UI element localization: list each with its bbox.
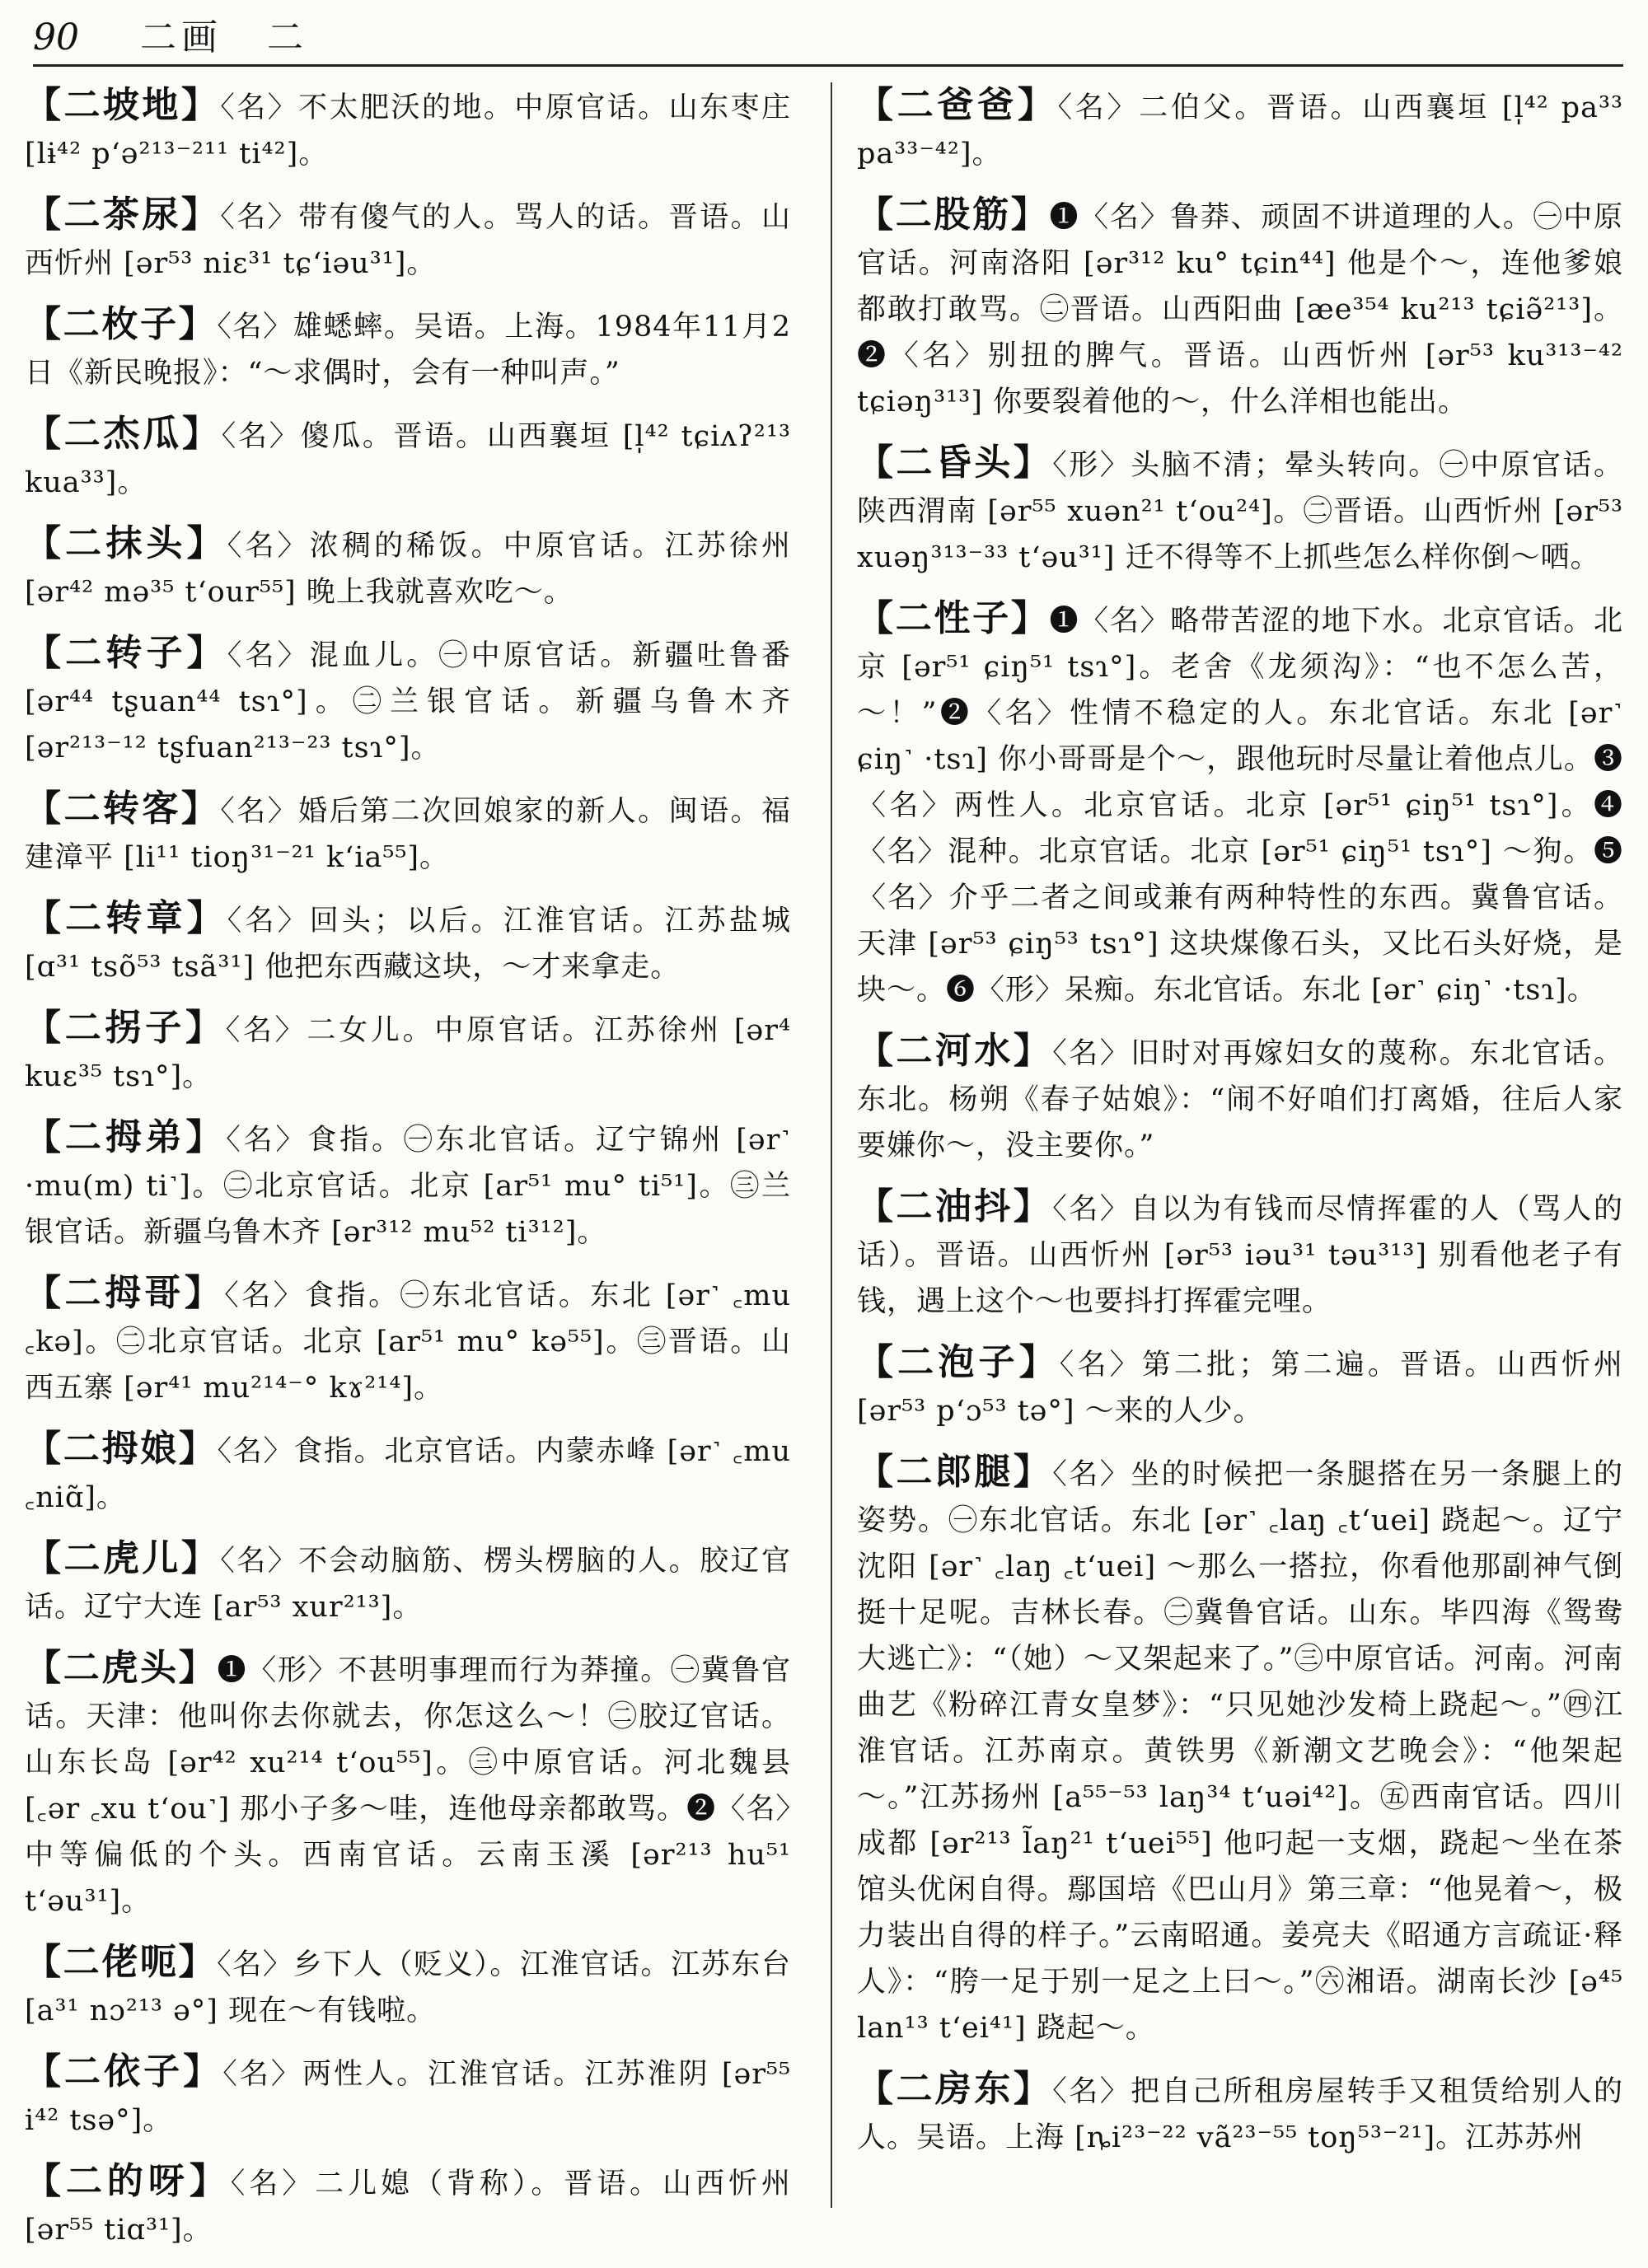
entry-headword: 【二抹头】: [25, 522, 227, 564]
entry-headword: 【二郎腿】: [857, 1451, 1053, 1493]
dictionary-entry: [857, 82, 1623, 177]
entry-headword: 【二坡地】: [25, 84, 221, 126]
entry-headword: 【二拇娘】: [25, 1428, 218, 1470]
dictionary-entry: [25, 411, 791, 506]
entry-definition: 〈名〉乡下人（贬义）。江淮官话。江苏东台 [a³¹ nɔ²¹³ ə°] 现在～有钱啦。: [25, 1948, 791, 2027]
entry-definition: 〈名〉食指。㊀东北官话。东北 [ər˺ ꜀mu ꜀kə]。㊁北京官话。北京 [ar⁵¹ mu° kə⁵⁵]。㊂晋语。山西五寨 [ər⁴¹ mu²¹⁴⁻° kɤ²¹⁴]。: [25, 1279, 791, 1405]
dictionary-entry: [25, 1426, 791, 1521]
dictionary-entry: [857, 192, 1623, 425]
entry-definition: 〈名〉第二批；第二遍。晋语。山西忻州 [ər⁵³ pʻɔ⁵³ tə°] ～来的人少。: [857, 1349, 1623, 1428]
entry-definition: 〈名〉旧时对再嫁妇女的蔑称。东北官话。东北。杨朔《春子姑娘》：“闹不好咱们打离婚，往后人家要嫌你～，没主要你。”: [857, 1037, 1623, 1162]
entry-headword: 【二油抖】: [857, 1185, 1053, 1228]
entry-headword: 【二性子】: [857, 597, 1050, 639]
entry-headword: 【二转章】: [25, 897, 227, 939]
entry-headword: 【二佬呃】: [25, 1941, 218, 1983]
right-column: [857, 82, 1623, 2176]
dictionary-entry: [25, 786, 791, 881]
entry-headword: 【二昏头】: [857, 442, 1053, 484]
entry-headword: 【二依子】: [25, 2051, 223, 2093]
dictionary-entry: [25, 1645, 791, 1924]
entry-definition: 〈名〉婚后第二次回娘家的新人。闽语。福建漳平 [li¹¹ tioŋ³¹⁻²¹ kʻia⁵⁵]。: [25, 795, 791, 874]
entry-definition: 〈名〉把自己所租房屋转手又租赁给别人的人。吴语。上海 [ȵi²³⁻²² vã²³⁻⁵⁵ toŋ⁵³⁻²¹]。江苏苏州: [857, 2075, 1623, 2154]
dictionary-entry: [25, 896, 791, 990]
dictionary-entry: [25, 2158, 791, 2253]
entry-definition: 〈名〉自以为有钱而尽情挥霍的人（骂人的话）。晋语。山西忻州 [ər⁵³ iəu³¹ təu³¹³] 别看他老子有钱，遇上这个～也要抖打挥霍完哩。: [857, 1193, 1623, 1318]
dictionary-entry: [25, 630, 791, 771]
entry-headword: 【二拇弟】: [25, 1116, 227, 1158]
entry-headword: 【二股筋】: [857, 194, 1050, 236]
entry-definition: 〈名〉傻瓜。晋语。山西襄垣 [l̩⁴² tɕiʌʔ²¹³ kua³³]。: [25, 420, 792, 499]
dictionary-entry: [25, 1005, 791, 1100]
entry-headword: 【二转子】: [25, 632, 227, 674]
entry-definition: 〈名〉食指。㊀东北官话。辽宁锦州 [ər˺ ·mu(m) ti˺]。㊁北京官话。北京 [ar⁵¹ mu° ti⁵¹]。㊂兰银官话。新疆乌鲁木齐 [ər³¹² mu⁵² ti³¹²]。: [25, 1124, 791, 1249]
dictionary-entry: [857, 1028, 1623, 1169]
section-label: 二画: [140, 16, 222, 58]
dictionary-entry: [25, 2049, 791, 2144]
dictionary-entry: [857, 440, 1623, 581]
dictionary-entry: [25, 192, 791, 287]
entry-headword: 【二虎儿】: [25, 1537, 221, 1579]
column-divider: [831, 82, 832, 2208]
entry-headword: 【二泡子】: [857, 1341, 1060, 1383]
entry-definition: 〈名〉雄蟋蟀。吴语。上海。1984年11月2日《新民晚报》：“～求偶时，会有一种叫声。”: [25, 311, 791, 390]
dictionary-entry: [25, 1536, 791, 1630]
entry-definition: 〈形〉头脑不清；晕头转向。㊀中原官话。陕西渭南 [ər⁵⁵ xuən²¹ tʻou²⁴]。㊁晋语。山西忻州 [ər⁵³ xuəŋ³¹³⁻³³ tʻəu³¹] 迁不得等不上抓些怎么样你倒～哂。: [857, 449, 1623, 574]
entry-definition: ❶〈形〉不甚明事理而行为莽撞。㊀冀鲁官话。天津：他叫你去你就去，你怎这么～！㊁胶辽官话。山东长岛 [ər⁴² xu²¹⁴ tʻou⁵⁵]。㊂中原官话。河北魏县 [꜀ər ꜀xu tʻou˺] 那小子多～哇，连他母亲都敢骂。❷〈名〉中等偏低的个头。西南官话。云南玉溪 [ər²¹³ hu⁵¹ tʻəu³¹]。: [25, 1654, 791, 1918]
entry-headword: 【二转客】: [25, 788, 221, 830]
entry-headword: 【二拐子】: [25, 1007, 226, 1049]
dictionary-entry: [25, 521, 791, 615]
entry-definition: 〈名〉两性人。江淮官话。江苏淮阴 [ər⁵⁵ i⁴² tsə°]。: [25, 2058, 791, 2137]
entry-definition: 〈名〉不太肥沃的地。中原官话。山东枣庄 [lɨ⁴² pʻə²¹³⁻²¹¹ ti⁴²]。: [25, 91, 791, 171]
section-char: 二: [267, 16, 303, 58]
entry-definition: 〈名〉食指。北京官话。内蒙赤峰 [ər˺ ꜀mu ꜀niɑ̃]。: [25, 1435, 791, 1514]
entry-headword: 【二杰瓜】: [25, 413, 222, 455]
page-header: [33, 12, 1623, 67]
dictionary-entry: [25, 1939, 791, 2034]
entry-headword: 【二虎头】: [25, 1647, 218, 1689]
dictionary-entry: [857, 1340, 1623, 1434]
dictionary-entry: [25, 1115, 791, 1256]
entry-headword: 【二拇哥】: [25, 1272, 225, 1314]
dictionary-entry: [857, 596, 1623, 1013]
dictionary-entry: [25, 302, 791, 396]
entry-headword: 【二房东】: [857, 2068, 1053, 2110]
dictionary-entry: [857, 1184, 1623, 1325]
entry-definition: 〈名〉回头；以后。江淮官话。江苏盐城 [ɑ³¹ tsõ⁵³ tsã³¹] 他把东西藏这块，～才来拿走。: [25, 905, 791, 984]
left-column: [25, 82, 791, 2268]
entry-definition: ❶〈名〉鲁莽、顽固不讲道理的人。㊀中原官话。河南洛阳 [ər³¹² ku° tɕin⁴⁴] 他是个～，连他爹娘都敢打敢骂。㊁晋语。山西阳曲 [æe³⁵⁴ ku²¹³ tɕiə̃²¹³]。❷〈名〉别扭的脾气。晋语。山西忻州 [ər⁵³ ku³¹³⁻⁴² tɕiəŋ³¹³] 你要裂着他的～，什么洋相也能出。: [857, 201, 1623, 419]
entry-definition: 〈名〉浓稠的稀饭。中原官话。江苏徐州 [ər⁴² mə³⁵ tʻour⁵⁵] 晚上我就喜欢吃～。: [25, 530, 791, 609]
entry-headword: 【二茶尿】: [25, 194, 221, 236]
dictionary-entry: [25, 1270, 791, 1411]
entry-definition: 〈名〉混血儿。㊀中原官话。新疆吐鲁番 [ər⁴⁴ tʂuan⁴⁴ tsɿ°]。㊁兰银官话。新疆乌鲁木齐 [ər²¹³⁻¹² tʂfuan²¹³⁻²³ tsɿ°]。: [25, 639, 791, 765]
entry-definition: 〈名〉不会动脑筋、楞头楞脑的人。胶辽官话。辽宁大连 [ar⁵³ xur²¹³]。: [25, 1545, 791, 1624]
entry-definition: ❶〈名〉略带苦涩的地下水。北京官话。北京 [ər⁵¹ ɕiŋ⁵¹ tsɿ°]。老舍《龙须沟》：“也不怎么苦，～！”❷〈名〉性情不稳定的人。东北官话。东北 [ər˺ ɕiŋ˺ ·tsɿ] 你小哥哥是个～，跟他玩时尽量让着他点儿。❸〈名〉两性人。北京官话。北京 [ər⁵¹ ɕiŋ⁵¹ tsɿ°]。❹〈名〉混种。北京官话。北京 [ər⁵¹ ɕiŋ⁵¹ tsɿ°] ～狗。❺〈名〉介乎二者之间或兼有两种特性的东西。冀鲁官话。天津 [ər⁵³ ɕiŋ⁵³ tsɿ°] 这块煤像石头，又比石头好烧，是块～。❻〈形〉呆痴。东北官话。东北 [ər˺ ɕiŋ˺ ·tsɿ]。: [857, 605, 1623, 1007]
dictionary-entry: [857, 2066, 1623, 2161]
entry-definition: 〈名〉坐的时候把一条腿搭在另一条腿上的姿势。㊀东北官话。东北 [ər˺ ꜀laŋ ꜀tʻuei] 跷起～。辽宁沈阳 [ər˺ ꜀laŋ ꜀tʻuei] ～那么一搭拉，你看他那副神气倒挺十足呢。吉林长春。㊁冀鲁官话。山东。毕四海《鸳鸯大逃亡》：“（她）～又架起来了。”㊂中原官话。河南。河南曲艺《粉碎江青女皇梦》：“只见她沙发椅上跷起～。”㊃江淮官话。江苏南京。黄铁男《新潮文艺晚会》：“他架起～。”江苏扬州 [a⁵⁵⁻⁵³ laŋ³⁴ tʻuəi⁴²]。㊄西南官话。四川成都 [ər²¹³ l̃aŋ²¹ tʻuei⁵⁵] 他叼起一支烟，跷起～坐在茶馆头优闲自得。鄢国培《巴山月》第三章：“他晃着～，极力装出自得的样子。”云南昭通。姜亮夫《昭通方言疏证·释人》：“胯一足于别一足之上曰～。”㊅湘语。湖南长沙 [ə⁴⁵ lan¹³ tʻei⁴¹] 跷起～。: [857, 1458, 1623, 2045]
dictionary-entry: [857, 1449, 1623, 2051]
entry-headword: 【二的呀】: [25, 2160, 231, 2202]
entry-headword: 【二枚子】: [25, 303, 218, 345]
entry-definition: 〈名〉二女儿。中原官话。江苏徐州 [ər⁴ kuɛ³⁵ tsɿ°]。: [25, 1014, 792, 1093]
entry-definition: 〈名〉二儿媳（背称）。晋语。山西忻州 [ər⁵⁵ tiɑ³¹]。: [25, 2167, 791, 2247]
entry-headword: 【二爸爸】: [857, 84, 1058, 126]
entry-definition: 〈名〉二伯父。晋语。山西襄垣 [l̩⁴² pa³³ pa³³⁻⁴²]。: [857, 91, 1624, 171]
dictionary-entry: [25, 82, 791, 177]
page-number: 90: [33, 16, 79, 58]
entry-definition: 〈名〉带有傻气的人。骂人的话。晋语。山西忻州 [ər⁵³ niɛ³¹ tɕʻiəu³¹]。: [25, 201, 791, 280]
entry-headword: 【二河水】: [857, 1030, 1053, 1072]
